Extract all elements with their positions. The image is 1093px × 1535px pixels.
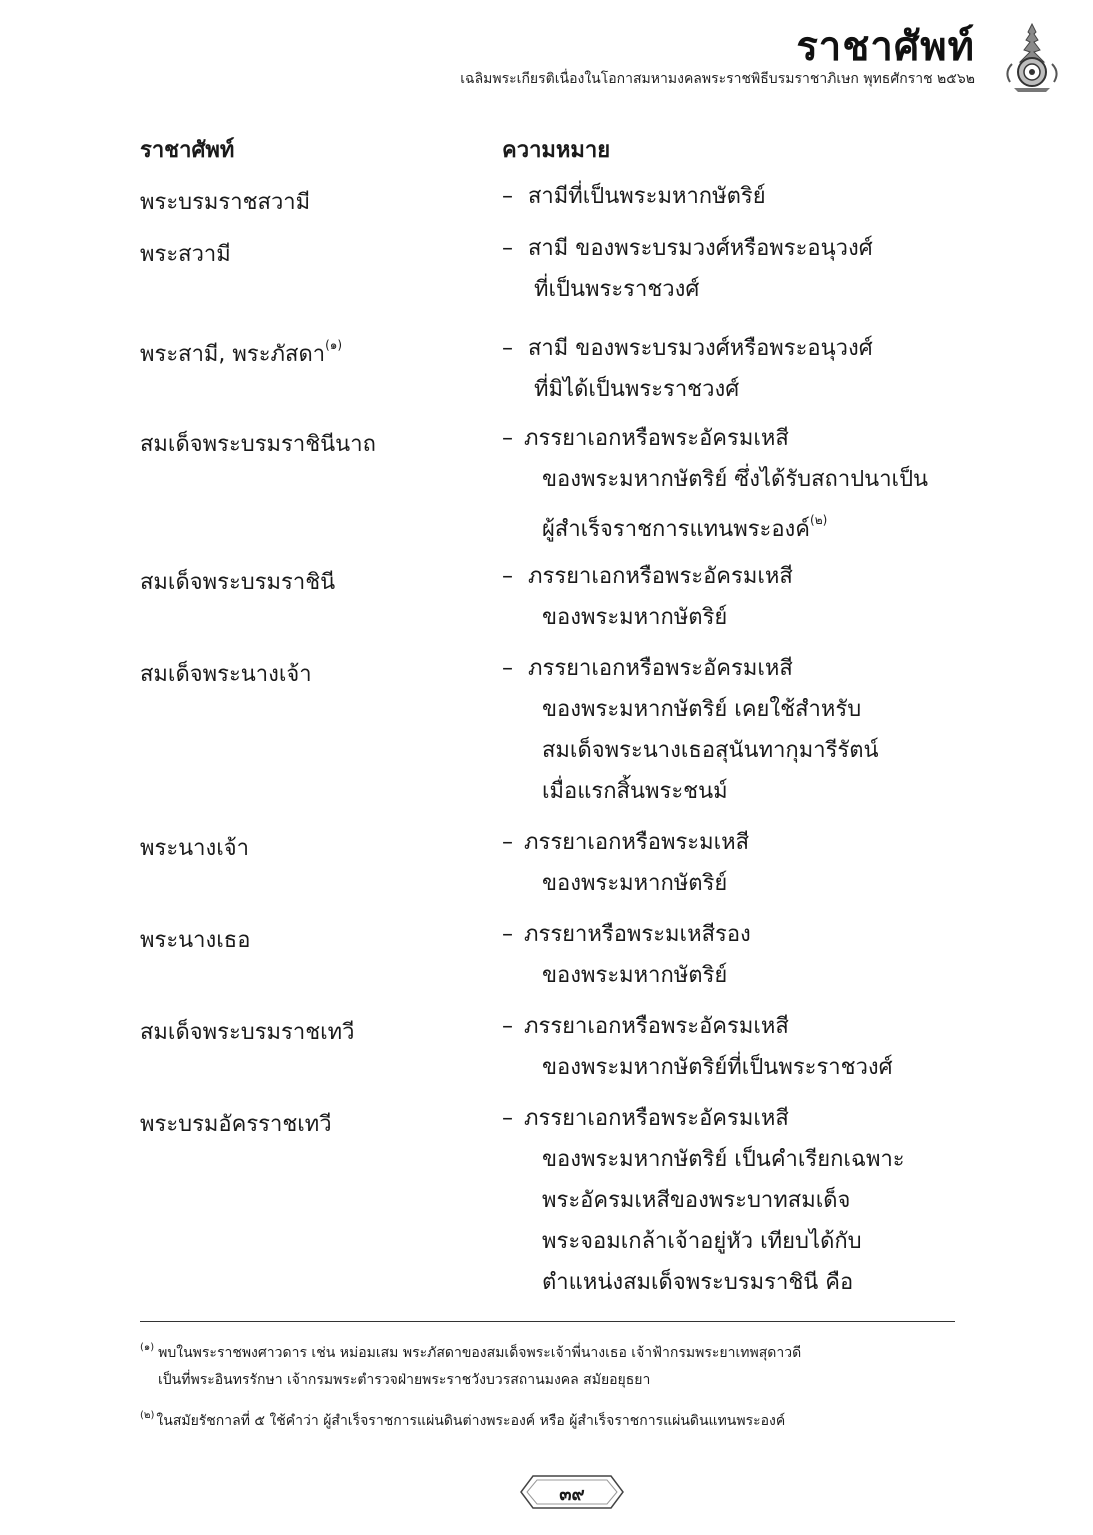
meaning-text: ภรรยาเอกหรือพระอัครมเหสี ของพระมหากษัตริย์ที่เป็นพระราชวงศ์ [524, 1014, 893, 1080]
term-text: พระนางเจ้า [140, 836, 250, 861]
term-text: พระบรมราชสวามี [140, 190, 311, 215]
meaning-text: ภรรยาหรือพระมเหสีรอง ของพระมหากษัตริย์ [524, 922, 751, 988]
dash-mark: – [502, 656, 513, 681]
meaning-column-header: ความหมาย [502, 138, 611, 163]
term-text: พระนางเธอ [140, 928, 251, 953]
dash-mark: – [502, 184, 513, 209]
dash-mark: – [502, 1014, 513, 1039]
term-text: สมเด็จพระนางเจ้า [140, 662, 312, 687]
meaning-text: สามี ของพระบรมวงศ์หรือพระอนุวงศ์ ที่มิได้เป็นพระราชวงศ์ [528, 336, 873, 402]
dash-mark: – [502, 1106, 513, 1131]
footnote-2: $^{(๒)}$ ในสมัยรัชกาลที่ ๕ ใช้คำว่า ผู้สำเร็จราชการแผ่นดินต่างพระองค์ หรือ ผู้สำเร็จราชการแผ่นดินแทนพระองค์ [140, 1410, 786, 1429]
dash-mark: – [502, 830, 513, 855]
meaning-text: ภรรยาเอกหรือพระมเหสี ของพระมหากษัตริย์ [524, 830, 750, 896]
dash-mark: – [502, 426, 513, 451]
dash-mark: – [502, 236, 513, 261]
dash-mark: – [502, 564, 513, 589]
page-number: ๓๙ [519, 1474, 625, 1510]
footnote-divider [140, 1321, 955, 1322]
term-column-header: ราชาศัพท์ [140, 138, 235, 163]
term-text: สมเด็จพระบรมราชินีนาถ [140, 432, 376, 457]
footnote-mark: (๒) [140, 1410, 155, 1421]
page-title: ราชาศัพท์ [796, 23, 975, 70]
term-text: สมเด็จพระบรมราชินี [140, 570, 336, 595]
footnote-mark: (๑) [140, 1342, 155, 1353]
footnote-1: $^{(๑)}$ พบในพระราชพงศาวดาร เช่น หม่อมเสม พระภัสดาของสมเด็จพระเจ้าพี่นางเธอ เจ้าฟ้ากรมพระยาเทพสุดาวดี เป็นที่พระอินทรรักษา เจ้ากรมพระตำรวจฝ่ายพระราชวังบวรสถานมงคล สมัยอยุธยา [140, 1342, 802, 1388]
meaning-text: ภรรยาเอกหรือพระอัครมเหสี ของพระมหากษัตริย์ เป็นคำเรียกเฉพาะ พระอัครมเหสีของพระบาทสมเด็จ พระจอมเกล้าเจ้าอยู่หัว เทียบได้กับ ตำแหน่งสมเด็จพระบรมราชินี คือ [524, 1106, 905, 1295]
meaning-text: สามีที่เป็นพระมหากษัตริย์ [528, 184, 766, 209]
royal-emblem-icon [1000, 22, 1064, 94]
footnote-ref: (๒) [810, 513, 828, 527]
footnote-ref: (๑) [325, 338, 343, 352]
page-subtitle: เฉลิมพระเกียรติเนื่องในโอกาสมหามงคลพระราชพิธีบรมราชาภิเษก พุทธศักราช ๒๕๖๒ [460, 71, 975, 87]
meaning-text: ภรรยาเอกหรือพระอัครมเหสี ของพระมหากษัตริย์ ซึ่งได้รับสถาปนาเป็น ผู้สำเร็จราชการแทนพระองค์$^{(๒)}$ [524, 426, 929, 542]
term-text: พระบรมอัครราชเทวี [140, 1112, 332, 1137]
meaning-text: ภรรยาเอกหรือพระอัครมเหสี ของพระมหากษัตริย์ เคยใช้สำหรับ สมเด็จพระนางเธอสุนันทากุมารีรัตน์ เมื่อแรกสิ้นพระชนม์ [528, 656, 879, 804]
dash-mark: – [502, 922, 513, 947]
meaning-text: ภรรยาเอกหรือพระอัครมเหสี ของพระมหากษัตริย์ [528, 564, 793, 630]
meaning-text: สามี ของพระบรมวงศ์หรือพระอนุวงศ์ ที่เป็นพระราชวงศ์ [528, 236, 873, 302]
term-text: พระสวามี [140, 242, 231, 267]
term-text: สมเด็จพระบรมราชเทวี [140, 1020, 355, 1045]
dash-mark: – [502, 336, 513, 361]
term-text: พระสามี, พระภัสดา$^{(๑)}$ [140, 338, 343, 367]
